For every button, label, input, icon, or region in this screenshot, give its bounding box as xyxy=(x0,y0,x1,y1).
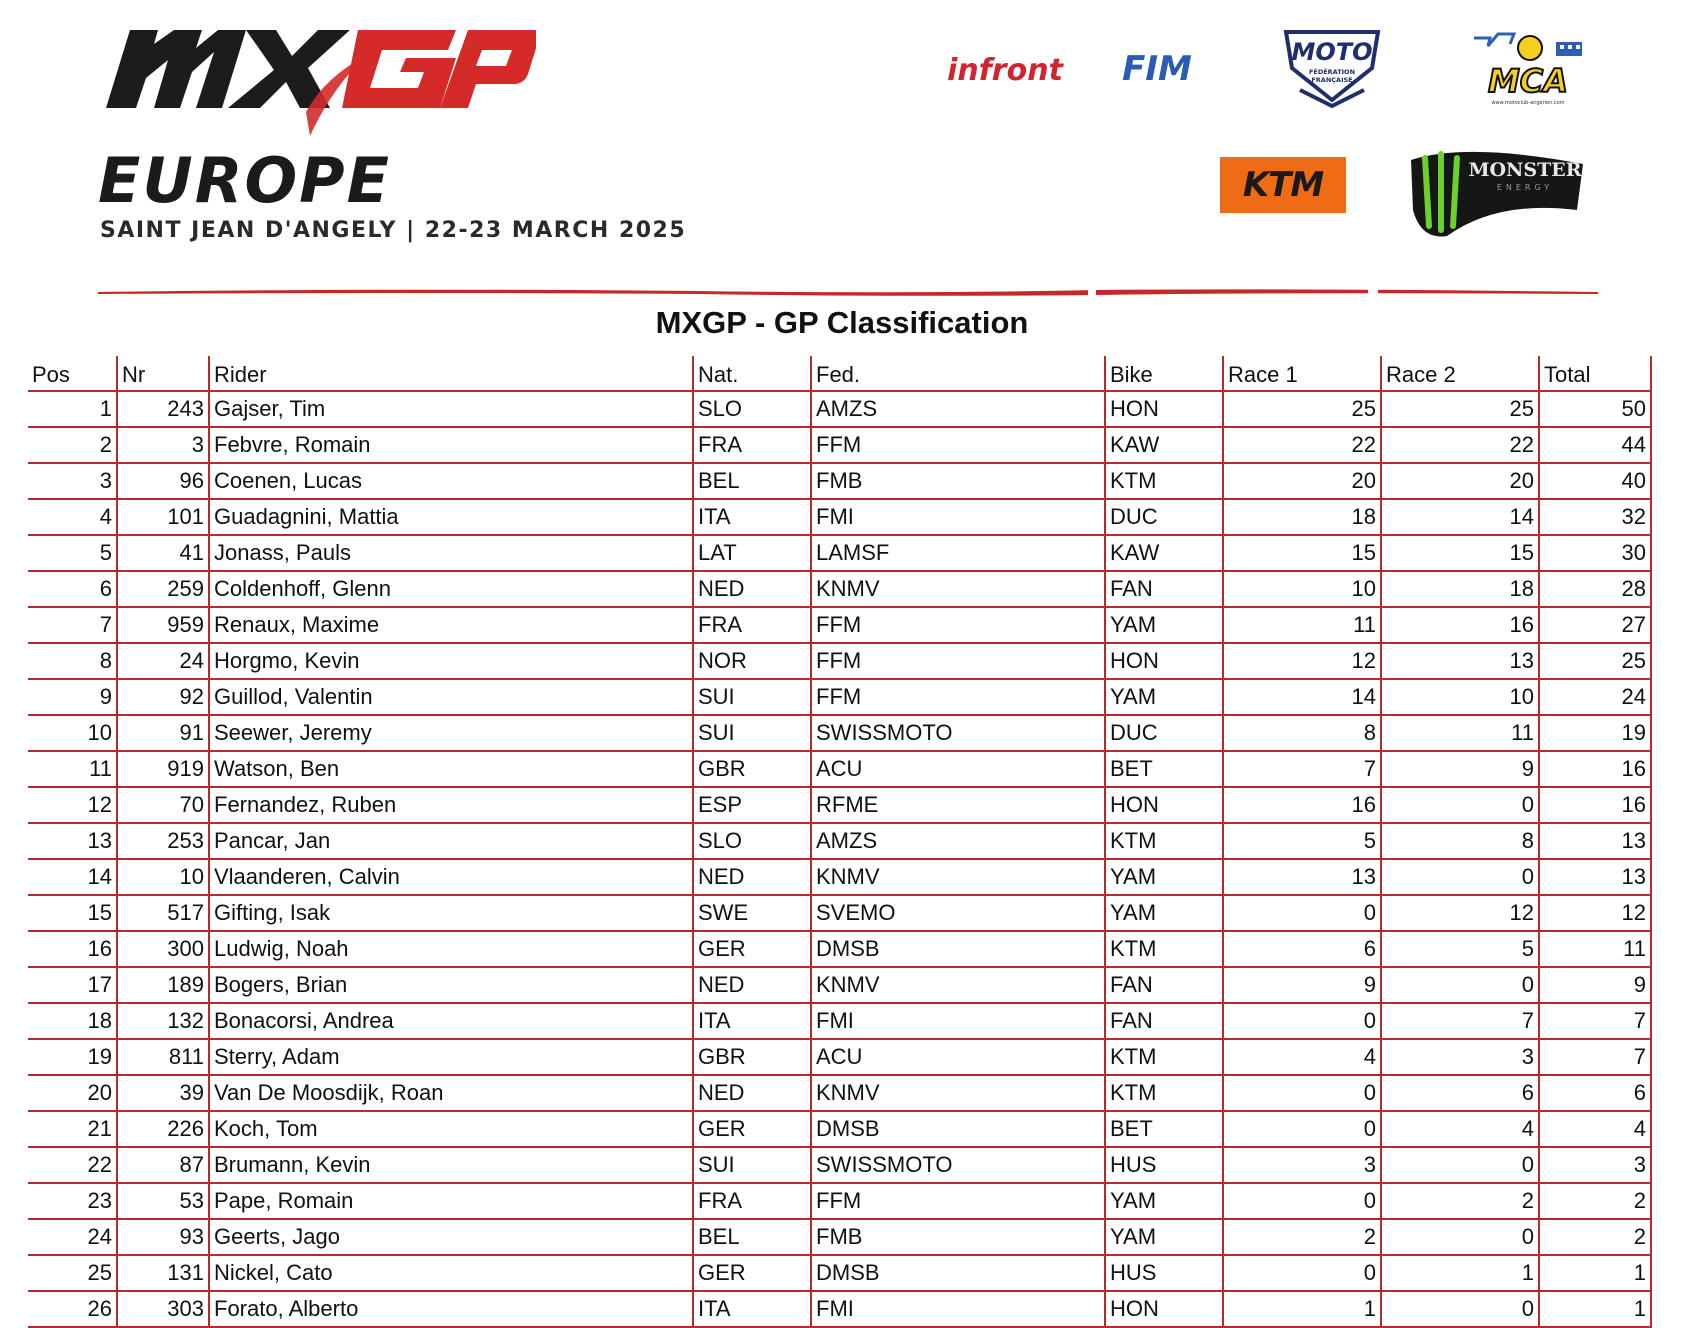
rider-cell: Bogers, Brian xyxy=(210,968,694,1004)
pos-cell: 24 xyxy=(28,1220,118,1256)
race1-cell: 13 xyxy=(1224,860,1382,896)
nat-cell: BEL xyxy=(694,1220,812,1256)
nr-cell: 96 xyxy=(118,464,210,500)
bike-cell: KAW xyxy=(1106,428,1224,464)
race1-cell: 0 xyxy=(1224,1004,1382,1040)
race1-cell: 12 xyxy=(1224,644,1382,680)
nat-cell: BEL xyxy=(694,464,812,500)
pos-cell: 10 xyxy=(28,716,118,752)
rider-cell: Geerts, Jago xyxy=(210,1220,694,1256)
race2-cell: 0 xyxy=(1382,968,1540,1004)
total-cell: 24 xyxy=(1540,680,1652,716)
nr-cell: 243 xyxy=(118,392,210,428)
fed-cell: RFME xyxy=(812,788,1106,824)
pos-cell: 12 xyxy=(28,788,118,824)
race1-cell: 2 xyxy=(1224,1220,1382,1256)
rider-cell: Gifting, Isak xyxy=(210,896,694,932)
total-cell: 7 xyxy=(1540,1040,1652,1076)
nat-cell: NOR xyxy=(694,644,812,680)
nr-cell: 259 xyxy=(118,572,210,608)
race1-cell: 10 xyxy=(1224,572,1382,608)
table-row xyxy=(28,392,1652,428)
nat-cell: SLO xyxy=(694,392,812,428)
fed-cell: KNMV xyxy=(812,1076,1106,1112)
total-cell: 12 xyxy=(1540,896,1652,932)
svg-text:FRANÇAISE: FRANÇAISE xyxy=(1311,76,1353,84)
nat-cell: SWE xyxy=(694,896,812,932)
total-cell: 40 xyxy=(1540,464,1652,500)
bike-cell: YAM xyxy=(1106,896,1224,932)
rider-cell: Bonacorsi, Andrea xyxy=(210,1004,694,1040)
race2-cell: 22 xyxy=(1382,428,1540,464)
classification-rows xyxy=(28,392,1652,1328)
fed-cell: FFM xyxy=(812,680,1106,716)
column-header-nat: Nat. xyxy=(694,356,812,392)
nat-cell: GER xyxy=(694,1256,812,1292)
race2-cell: 11 xyxy=(1382,716,1540,752)
total-cell: 13 xyxy=(1540,824,1652,860)
rider-cell: Pape, Romain xyxy=(210,1184,694,1220)
race2-cell: 0 xyxy=(1382,860,1540,896)
pos-cell: 20 xyxy=(28,1076,118,1112)
bike-cell: KTM xyxy=(1106,1040,1224,1076)
pos-cell: 9 xyxy=(28,680,118,716)
fed-cell: KNMV xyxy=(812,572,1106,608)
bike-cell: YAM xyxy=(1106,860,1224,896)
fed-cell: ACU xyxy=(812,1040,1106,1076)
race1-cell: 1 xyxy=(1224,1292,1382,1328)
rider-cell: Forato, Alberto xyxy=(210,1292,694,1328)
race2-cell: 10 xyxy=(1382,680,1540,716)
nr-cell: 10 xyxy=(118,860,210,896)
table-row xyxy=(28,536,1652,572)
classification-table xyxy=(28,356,1652,1328)
svg-text:MOTO: MOTO xyxy=(1291,38,1373,66)
total-cell: 16 xyxy=(1540,788,1652,824)
event-name: EUROPE xyxy=(98,144,391,217)
nat-cell: ITA xyxy=(694,1292,812,1328)
nr-cell: 24 xyxy=(118,644,210,680)
pos-cell: 23 xyxy=(28,1184,118,1220)
nat-cell: ITA xyxy=(694,1004,812,1040)
fed-cell: FFM xyxy=(812,1184,1106,1220)
column-header-rider: Rider xyxy=(210,356,694,392)
race2-cell: 5 xyxy=(1382,932,1540,968)
nat-cell: GER xyxy=(694,1112,812,1148)
nr-cell: 226 xyxy=(118,1112,210,1148)
fed-cell: AMZS xyxy=(812,824,1106,860)
total-cell: 1 xyxy=(1540,1256,1652,1292)
rider-cell: Seewer, Jeremy xyxy=(210,716,694,752)
pos-cell: 21 xyxy=(28,1112,118,1148)
fed-cell: SWISSMOTO xyxy=(812,716,1106,752)
bike-cell: BET xyxy=(1106,1112,1224,1148)
fed-cell: DMSB xyxy=(812,932,1106,968)
rider-cell: Koch, Tom xyxy=(210,1112,694,1148)
race1-cell: 0 xyxy=(1224,1256,1382,1292)
race2-cell: 1 xyxy=(1382,1256,1540,1292)
race1-cell: 3 xyxy=(1224,1148,1382,1184)
nat-cell: NED xyxy=(694,968,812,1004)
rider-cell: Watson, Ben xyxy=(210,752,694,788)
race1-cell: 11 xyxy=(1224,608,1382,644)
race2-cell: 16 xyxy=(1382,608,1540,644)
table-header-row xyxy=(28,356,1652,392)
table-row xyxy=(28,608,1652,644)
race1-cell: 0 xyxy=(1224,1076,1382,1112)
total-cell: 6 xyxy=(1540,1076,1652,1112)
rider-cell: Renaux, Maxime xyxy=(210,608,694,644)
bike-cell: YAM xyxy=(1106,1184,1224,1220)
pos-cell: 7 xyxy=(28,608,118,644)
total-cell: 19 xyxy=(1540,716,1652,752)
nr-cell: 300 xyxy=(118,932,210,968)
bike-cell: HON xyxy=(1106,788,1224,824)
table-row xyxy=(28,572,1652,608)
race2-cell: 18 xyxy=(1382,572,1540,608)
svg-text:MONSTER: MONSTER xyxy=(1468,159,1582,181)
race2-cell: 2 xyxy=(1382,1184,1540,1220)
total-cell: 1 xyxy=(1540,1292,1652,1328)
svg-text:www.motoclub-angerien.com: www.motoclub-angerien.com xyxy=(1491,100,1565,106)
race2-cell: 9 xyxy=(1382,752,1540,788)
rider-cell: Coenen, Lucas xyxy=(210,464,694,500)
rider-cell: Nickel, Cato xyxy=(210,1256,694,1292)
event-header xyxy=(0,0,1684,305)
table-row xyxy=(28,1076,1652,1112)
fed-cell: AMZS xyxy=(812,392,1106,428)
infront-logo: infront xyxy=(947,52,1063,88)
table-row xyxy=(28,680,1652,716)
nr-cell: 3 xyxy=(118,428,210,464)
race1-cell: 18 xyxy=(1224,500,1382,536)
race2-cell: 8 xyxy=(1382,824,1540,860)
nr-cell: 253 xyxy=(118,824,210,860)
fed-cell: SVEMO xyxy=(812,896,1106,932)
table-row xyxy=(28,824,1652,860)
table-row xyxy=(28,716,1652,752)
fed-cell: ACU xyxy=(812,752,1106,788)
nr-cell: 189 xyxy=(118,968,210,1004)
total-cell: 2 xyxy=(1540,1220,1652,1256)
race1-cell: 14 xyxy=(1224,680,1382,716)
total-cell: 4 xyxy=(1540,1112,1652,1148)
nat-cell: ITA xyxy=(694,500,812,536)
race1-cell: 25 xyxy=(1224,392,1382,428)
table-row xyxy=(28,464,1652,500)
race1-cell: 7 xyxy=(1224,752,1382,788)
rider-cell: Horgmo, Kevin xyxy=(210,644,694,680)
race2-cell: 0 xyxy=(1382,788,1540,824)
fed-cell: FMB xyxy=(812,464,1106,500)
pos-cell: 3 xyxy=(28,464,118,500)
nat-cell: SLO xyxy=(694,824,812,860)
pos-cell: 8 xyxy=(28,644,118,680)
pos-cell: 6 xyxy=(28,572,118,608)
nat-cell: NED xyxy=(694,572,812,608)
column-header-race1: Race 1 xyxy=(1224,356,1382,392)
fed-cell: DMSB xyxy=(812,1112,1106,1148)
nat-cell: GBR xyxy=(694,1040,812,1076)
fed-cell: KNMV xyxy=(812,860,1106,896)
table-row xyxy=(28,788,1652,824)
pos-cell: 13 xyxy=(28,824,118,860)
pos-cell: 2 xyxy=(28,428,118,464)
mxgp-logo xyxy=(96,16,536,146)
rider-cell: Febvre, Romain xyxy=(210,428,694,464)
nat-cell: GER xyxy=(694,932,812,968)
fed-cell: FMB xyxy=(812,1220,1106,1256)
table-row xyxy=(28,896,1652,932)
race1-cell: 20 xyxy=(1224,464,1382,500)
bike-cell: FAN xyxy=(1106,572,1224,608)
pos-cell: 18 xyxy=(28,1004,118,1040)
table-row xyxy=(28,968,1652,1004)
bike-cell: YAM xyxy=(1106,608,1224,644)
bike-cell: HUS xyxy=(1106,1256,1224,1292)
table-row xyxy=(28,860,1652,896)
column-header-fed: Fed. xyxy=(812,356,1106,392)
race2-cell: 0 xyxy=(1382,1292,1540,1328)
race2-cell: 6 xyxy=(1382,1076,1540,1112)
pos-cell: 26 xyxy=(28,1292,118,1328)
fed-cell: FFM xyxy=(812,428,1106,464)
rider-cell: Guadagnini, Mattia xyxy=(210,500,694,536)
fim-logo: FIM xyxy=(1122,49,1192,89)
bike-cell: HON xyxy=(1106,1292,1224,1328)
pos-cell: 1 xyxy=(28,392,118,428)
race2-cell: 20 xyxy=(1382,464,1540,500)
nr-cell: 91 xyxy=(118,716,210,752)
race2-cell: 0 xyxy=(1382,1220,1540,1256)
rider-cell: Fernandez, Ruben xyxy=(210,788,694,824)
table-row xyxy=(28,752,1652,788)
total-cell: 50 xyxy=(1540,392,1652,428)
pos-cell: 22 xyxy=(28,1148,118,1184)
bike-cell: DUC xyxy=(1106,500,1224,536)
column-header-total: Total xyxy=(1540,356,1652,392)
pos-cell: 17 xyxy=(28,968,118,1004)
fed-cell: FMI xyxy=(812,500,1106,536)
total-cell: 32 xyxy=(1540,500,1652,536)
nr-cell: 87 xyxy=(118,1148,210,1184)
total-cell: 28 xyxy=(1540,572,1652,608)
rider-cell: Brumann, Kevin xyxy=(210,1148,694,1184)
table-row xyxy=(28,1112,1652,1148)
race1-cell: 4 xyxy=(1224,1040,1382,1076)
nr-cell: 919 xyxy=(118,752,210,788)
pos-cell: 5 xyxy=(28,536,118,572)
nat-cell: FRA xyxy=(694,608,812,644)
nr-cell: 101 xyxy=(118,500,210,536)
table-row xyxy=(28,428,1652,464)
mca-logo xyxy=(1470,32,1588,106)
bike-cell: KTM xyxy=(1106,1076,1224,1112)
bike-cell: DUC xyxy=(1106,716,1224,752)
race1-cell: 9 xyxy=(1224,968,1382,1004)
table-row xyxy=(28,1004,1652,1040)
bike-cell: HON xyxy=(1106,644,1224,680)
bike-cell: KAW xyxy=(1106,536,1224,572)
table-row xyxy=(28,932,1652,968)
race1-cell: 5 xyxy=(1224,824,1382,860)
nat-cell: FRA xyxy=(694,1184,812,1220)
page-title: MXGP - GP Classification xyxy=(655,305,1029,340)
total-cell: 9 xyxy=(1540,968,1652,1004)
race2-cell: 13 xyxy=(1382,644,1540,680)
bike-cell: HON xyxy=(1106,392,1224,428)
pos-cell: 11 xyxy=(28,752,118,788)
table-row xyxy=(28,1292,1652,1328)
table-row xyxy=(28,1148,1652,1184)
race2-cell: 3 xyxy=(1382,1040,1540,1076)
race1-cell: 16 xyxy=(1224,788,1382,824)
table-row xyxy=(28,500,1652,536)
ktm-logo: KTM xyxy=(1220,157,1346,213)
rider-cell: Vlaanderen, Calvin xyxy=(210,860,694,896)
race2-cell: 25 xyxy=(1382,392,1540,428)
pos-cell: 19 xyxy=(28,1040,118,1076)
race1-cell: 0 xyxy=(1224,1112,1382,1148)
nat-cell: LAT xyxy=(694,536,812,572)
column-header-bike: Bike xyxy=(1106,356,1224,392)
nr-cell: 303 xyxy=(118,1292,210,1328)
rider-cell: Sterry, Adam xyxy=(210,1040,694,1076)
fed-cell: DMSB xyxy=(812,1256,1106,1292)
total-cell: 2 xyxy=(1540,1184,1652,1220)
rider-cell: Coldenhoff, Glenn xyxy=(210,572,694,608)
race1-cell: 6 xyxy=(1224,932,1382,968)
race2-cell: 0 xyxy=(1382,1148,1540,1184)
rider-cell: Gajser, Tim xyxy=(210,392,694,428)
total-cell: 11 xyxy=(1540,932,1652,968)
race1-cell: 0 xyxy=(1224,896,1382,932)
race2-cell: 15 xyxy=(1382,536,1540,572)
nr-cell: 517 xyxy=(118,896,210,932)
pos-cell: 15 xyxy=(28,896,118,932)
bike-cell: KTM xyxy=(1106,932,1224,968)
nat-cell: SUI xyxy=(694,680,812,716)
total-cell: 13 xyxy=(1540,860,1652,896)
race2-cell: 14 xyxy=(1382,500,1540,536)
table-row xyxy=(28,1220,1652,1256)
race2-cell: 7 xyxy=(1382,1004,1540,1040)
nr-cell: 959 xyxy=(118,608,210,644)
nat-cell: NED xyxy=(694,860,812,896)
rider-cell: Ludwig, Noah xyxy=(210,932,694,968)
nr-cell: 41 xyxy=(118,536,210,572)
total-cell: 25 xyxy=(1540,644,1652,680)
fed-cell: LAMSF xyxy=(812,536,1106,572)
total-cell: 3 xyxy=(1540,1148,1652,1184)
race2-cell: 4 xyxy=(1382,1112,1540,1148)
bike-cell: FAN xyxy=(1106,1004,1224,1040)
race2-cell: 12 xyxy=(1382,896,1540,932)
race1-cell: 15 xyxy=(1224,536,1382,572)
race1-cell: 22 xyxy=(1224,428,1382,464)
nat-cell: ESP xyxy=(694,788,812,824)
column-header-pos: Pos xyxy=(28,356,118,392)
bike-cell: BET xyxy=(1106,752,1224,788)
total-cell: 27 xyxy=(1540,608,1652,644)
column-header-nr: Nr xyxy=(118,356,210,392)
total-cell: 16 xyxy=(1540,752,1652,788)
nat-cell: SUI xyxy=(694,716,812,752)
decorative-red-rule xyxy=(98,286,1598,298)
event-details: SAINT JEAN D'ANGELY | 22-23 MARCH 2025 xyxy=(100,218,687,243)
pos-cell: 14 xyxy=(28,860,118,896)
total-cell: 30 xyxy=(1540,536,1652,572)
table-row xyxy=(28,644,1652,680)
column-header-race2: Race 2 xyxy=(1382,356,1540,392)
race1-cell: 8 xyxy=(1224,716,1382,752)
table-row xyxy=(28,1040,1652,1076)
nr-cell: 53 xyxy=(118,1184,210,1220)
nr-cell: 70 xyxy=(118,788,210,824)
fed-cell: FFM xyxy=(812,644,1106,680)
nat-cell: GBR xyxy=(694,752,812,788)
rider-cell: Pancar, Jan xyxy=(210,824,694,860)
nr-cell: 39 xyxy=(118,1076,210,1112)
rider-cell: Van De Moosdijk, Roan xyxy=(210,1076,694,1112)
svg-text:FÉDÉRATION: FÉDÉRATION xyxy=(1308,68,1356,76)
bike-cell: FAN xyxy=(1106,968,1224,1004)
bike-cell: YAM xyxy=(1106,680,1224,716)
pos-cell: 25 xyxy=(28,1256,118,1292)
total-cell: 44 xyxy=(1540,428,1652,464)
nr-cell: 92 xyxy=(118,680,210,716)
rider-cell: Jonass, Pauls xyxy=(210,536,694,572)
fed-cell: KNMV xyxy=(812,968,1106,1004)
pos-cell: 16 xyxy=(28,932,118,968)
fed-cell: SWISSMOTO xyxy=(812,1148,1106,1184)
bike-cell: KTM xyxy=(1106,824,1224,860)
svg-text:ENERGY: ENERGY xyxy=(1496,183,1554,192)
moto-ffm-logo xyxy=(1280,28,1384,108)
total-cell: 7 xyxy=(1540,1004,1652,1040)
fed-cell: FMI xyxy=(812,1004,1106,1040)
bike-cell: YAM xyxy=(1106,1220,1224,1256)
fed-cell: FMI xyxy=(812,1292,1106,1328)
monster-energy-logo xyxy=(1407,140,1587,242)
pos-cell: 4 xyxy=(28,500,118,536)
table-row xyxy=(28,1184,1652,1220)
nr-cell: 132 xyxy=(118,1004,210,1040)
race1-cell: 0 xyxy=(1224,1184,1382,1220)
bike-cell: KTM xyxy=(1106,464,1224,500)
nr-cell: 131 xyxy=(118,1256,210,1292)
nat-cell: SUI xyxy=(694,1148,812,1184)
svg-text:MCA: MCA xyxy=(1487,62,1569,100)
bike-cell: HUS xyxy=(1106,1148,1224,1184)
table-row xyxy=(28,1256,1652,1292)
nr-cell: 93 xyxy=(118,1220,210,1256)
nat-cell: FRA xyxy=(694,428,812,464)
rider-cell: Guillod, Valentin xyxy=(210,680,694,716)
nat-cell: NED xyxy=(694,1076,812,1112)
fed-cell: FFM xyxy=(812,608,1106,644)
mxgp-logo-text: MXGP xyxy=(96,16,99,17)
nr-cell: 811 xyxy=(118,1040,210,1076)
